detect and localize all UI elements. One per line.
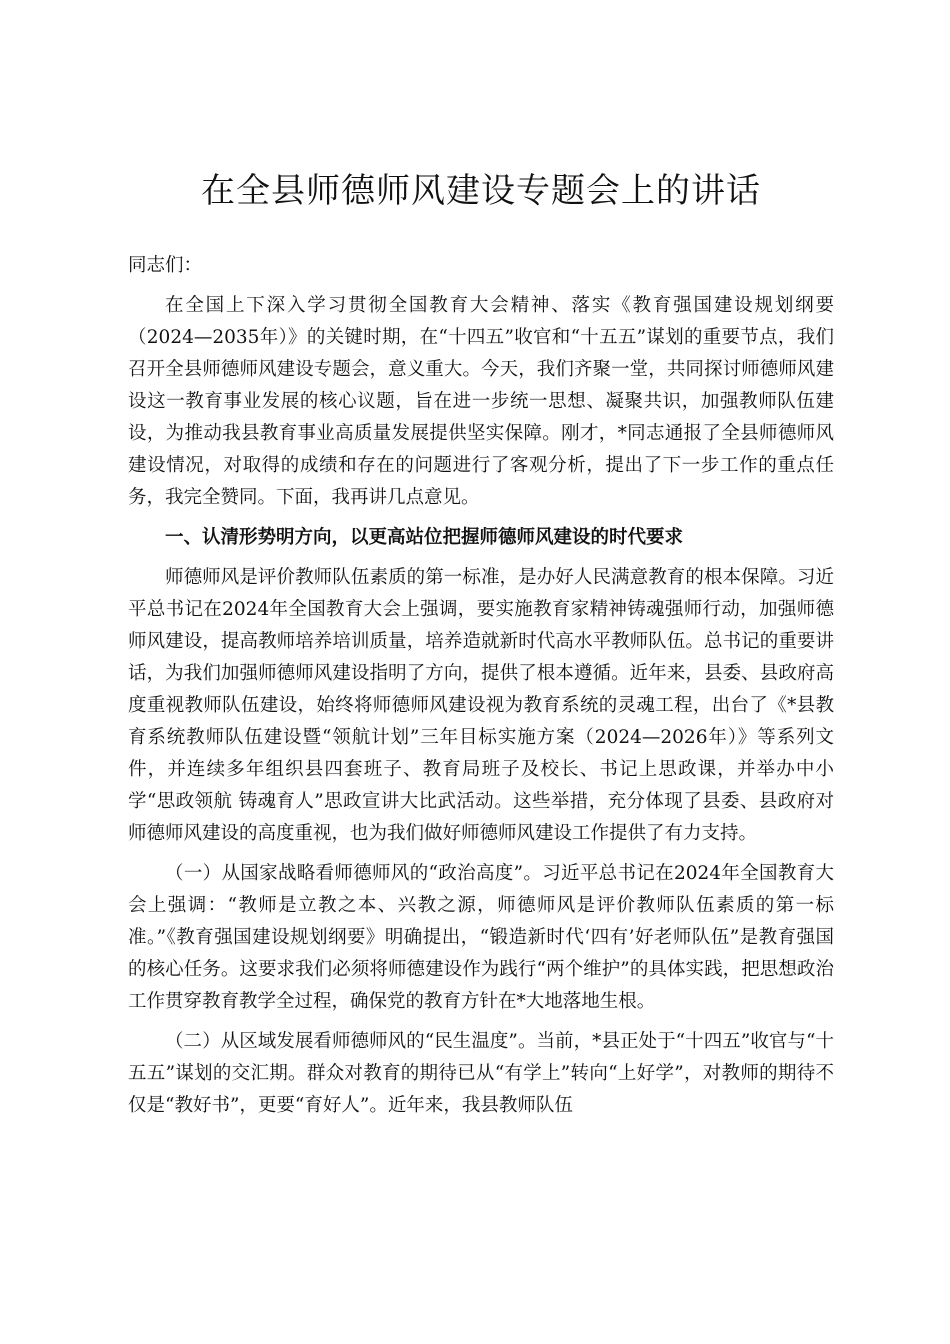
intro-paragraph: 在全国上下深入学习贯彻全国教育大会精神、落实《教育强国建设规划纲要（2024—2035年）》的关键时期，在“十四五”收官和“十五五”谋划的重要节点，我们召开全县师德师风建设专题会，意义重大。今天，我们齐聚一堂，共同探讨师德师风建设这一教育事业发展的核心议题，旨在进一步统一思想、凝聚共识，加强教师队伍建设，为推动我县教育事业高质量发展提供坚实保障。刚才，*同志通报了全县师德师风建设情况，对取得的成绩和存在的问题进行了客观分析，提出了下一步工作的重点任务，我完全赞同。下面，我再讲几点意见。 — [128, 295, 834, 508]
document-body — [128, 250, 834, 1130]
section-heading-1: 一、认清形势明方向，以更高站位把握师德师风建设的时代要求 — [165, 527, 684, 548]
salutation: 同志们： — [128, 255, 203, 276]
section-1-paragraph: 师德师风是评价教师队伍素质的第一标准，是办好人民满意教育的根本保障。习近平总书记在2024年全国教育大会上强调，要实施教育家精神铸魂强师行动，加强师德师风建设，提高教师培养培训质量，培养造就新时代高水平教师队伍。总书记的重要讲话，为我们加强师德师风建设指明了方向，提供了根本遵循。近年来，县委、县政府高度重视教师队伍建设，始终将师德师风建设视为教育系统的灵魂工程，出台了《*县教育系统教师队伍建设暨“领航计划”三年目标实施方案（2024—2026年）》等系列文件，并连续多年组织县四套班子、教育局班子及校长、书记上思政课，并举办中小学“思政领航 铸魂育人”思政宣讲大比武活动。这些举措，充分体现了县委、县政府对师德师风建设的高度重视，也为我们做好师德师风建设工作提供了有力支持。 — [128, 567, 834, 844]
subsection-1-paragraph: （一）从国家战略看师德师风的“政治高度”。习近平总书记在2024年全国教育大会上强调：“教师是立教之本、兴教之源，师德师风是评价教师队伍素质的第一标准。”《教育强国建设规划纲要》明确提出，“锻造新时代‘四有’好老师队伍”是教育强国的核心任务。这要求我们必须将师德建设作为践行“两个维护”的具体实践，把思想政治工作贯穿教育教学全过程，确保党的教育方针在*大地落地生根。 — [128, 863, 834, 1012]
subsection-2-paragraph: （二）从区域发展看师德师风的“民生温度”。当前，*县正处于“十四五”收官与“十五五”谋划的交汇期。群众对教育的期待已从“有学上”转向“上好学”，对教师的期待不仅是“教好书”，更要“育好人”。近年来，我县教师队伍 — [128, 1031, 834, 1116]
document-title: 在全县师德师风建设专题会上的讲话 — [201, 171, 761, 211]
